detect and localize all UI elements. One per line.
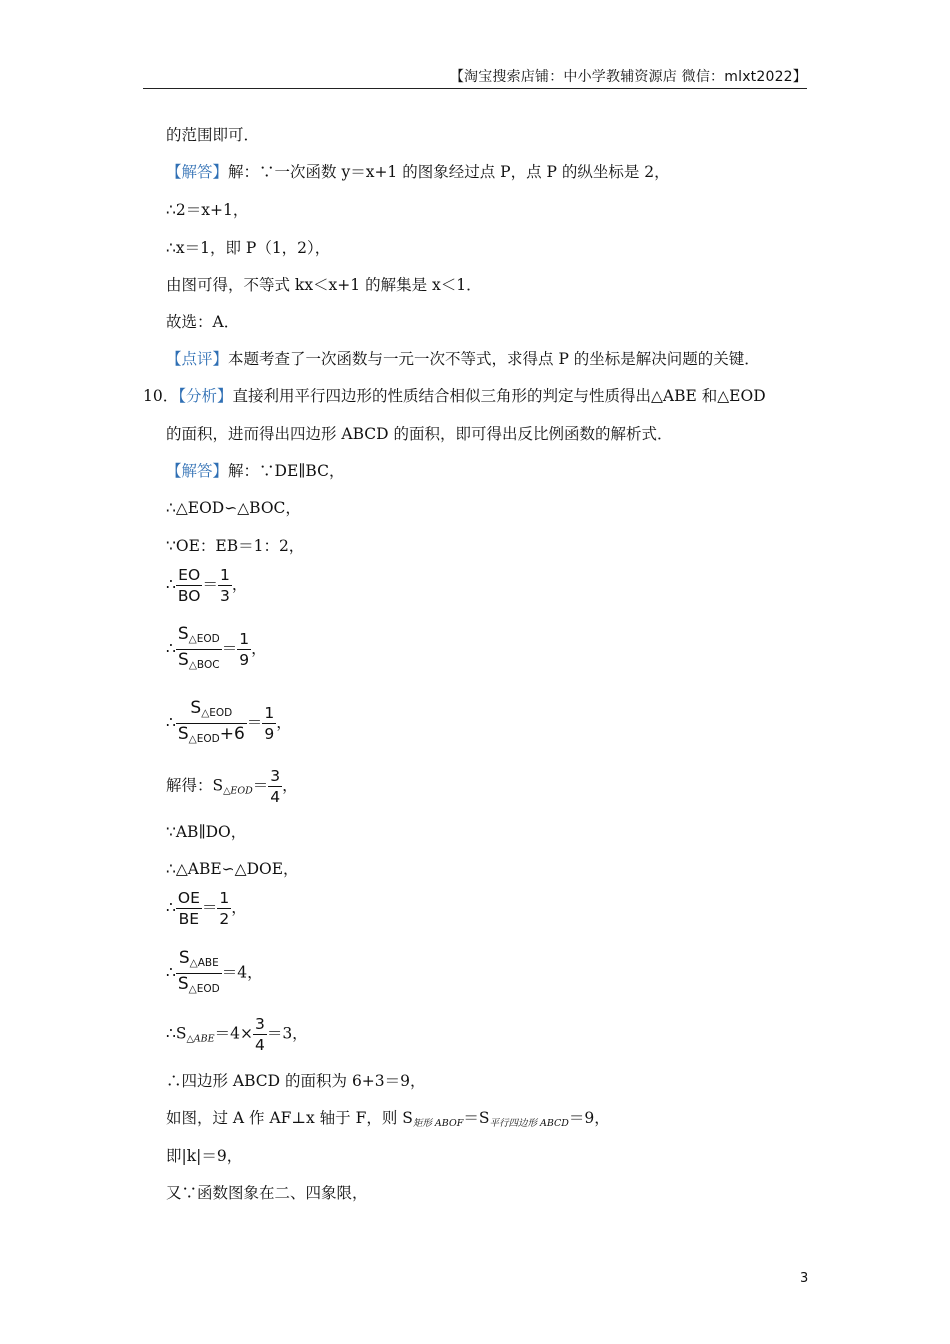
analysis-tag: 【分析】 (178, 387, 233, 405)
fraction (217, 889, 231, 928)
therefore-symbol: ∴ (166, 639, 176, 658)
area-symbol: S (178, 650, 189, 670)
area-subscript: △BOC (188, 659, 220, 671)
therefore-symbol: ∴ (166, 898, 176, 917)
comment-tag: 【点评】 (166, 350, 229, 368)
page-header: 【淘宝搜索店铺：中小学教辅资源店 微信：mlxt2022】 (449, 69, 807, 85)
q10-step-parallel: ∵AB∥DO， (166, 823, 247, 841)
fraction-numerator: EO (176, 566, 203, 586)
fraction-denominator: BE (178, 910, 200, 928)
comma: ， (231, 898, 247, 917)
comma: ， (282, 776, 298, 795)
area-subscript: △EOD (201, 707, 233, 719)
fraction-denominator: 9 (264, 725, 275, 743)
comma: ， (231, 575, 248, 594)
q10-rectangle-area (166, 1107, 610, 1135)
fraction (176, 699, 247, 748)
q10-solve-result (166, 767, 298, 806)
fraction-numerator: 3 (254, 1015, 265, 1033)
area-symbol: S (190, 698, 202, 718)
fraction (176, 625, 222, 674)
fraction-numerator: 1 (219, 566, 230, 584)
question-number: 10． (143, 387, 179, 405)
fraction-numerator: 1 (239, 630, 250, 648)
area-subscript: 平行四边形 ABCD (489, 1118, 569, 1129)
fraction-denominator: 4 (254, 1036, 265, 1054)
q9-step-2: ∴x＝1，即 P（1，2）， (166, 239, 331, 257)
q10-abs-k: 即|k|＝9， (166, 1147, 243, 1165)
q10-step-ratio: ∵OE：EB＝1：2， (166, 537, 305, 555)
area-subscript: △ABE (186, 1033, 215, 1045)
area-symbol: S (178, 948, 190, 968)
q10-fraction-eo-bo (166, 566, 247, 605)
q10-step-similar-2: ∴△ABE∽△DOE， (166, 860, 299, 878)
q9-answer-line (166, 161, 670, 183)
fraction-denominator: 3 (219, 587, 230, 605)
fraction-denominator (176, 650, 222, 674)
area-symbol: S (177, 624, 189, 644)
area-subscript: △EOD (188, 633, 220, 645)
therefore-symbol: ∴ (166, 963, 176, 982)
fraction-denominator (176, 974, 222, 998)
equals-nine: ＝9， (568, 1109, 610, 1127)
q10-step-similar: ∴△EOD∽△BOC， (166, 499, 301, 517)
fraction-denominator: 9 (239, 651, 250, 669)
q10-fraction-abe-eod (166, 949, 263, 998)
q10-analysis-text-1: 直接利用平行四边形的性质结合相似三角形的判定与性质得出△ABE 和△EOD (232, 387, 766, 405)
equals-s: ＝S (463, 1109, 490, 1127)
q10-fraction-oe-be (166, 889, 247, 928)
q9-choice: 故选：A． (166, 313, 240, 331)
therefore-symbol: ∴ (166, 575, 176, 594)
equals-sign: ＝ (201, 898, 218, 917)
area-prefix: ∴S (166, 1024, 187, 1043)
area-subscript: △EOD (223, 785, 253, 797)
q9-comment-text: 本题考查了一次函数与一元一次不等式，求得点 P 的坐标是解决问题的关键． (228, 350, 760, 368)
q10-answer-line (166, 460, 344, 482)
q9-comment-line (166, 348, 760, 370)
q10-analysis-line (143, 385, 766, 407)
area-subscript: △ABE (189, 957, 219, 969)
header-divider (143, 88, 807, 89)
q9-answer-text: 解：∵一次函数 y＝x+1 的图象经过点 P，点 P 的纵坐标是 2， (228, 163, 670, 181)
fraction (253, 1015, 267, 1054)
fraction-numerator (176, 699, 247, 724)
fraction-numerator (176, 625, 222, 650)
solve-prefix: 解得：S (166, 776, 224, 795)
fraction (237, 630, 251, 669)
q10-quad-area: ∴四边形 ABCD 的面积为 6+3＝9， (166, 1072, 426, 1090)
answer-tag: 【解答】 (166, 462, 229, 480)
fraction-denominator: 2 (219, 910, 230, 928)
area-symbol: S (177, 974, 189, 994)
fraction-numerator: 3 (270, 767, 281, 785)
equals-sign: ＝ (246, 713, 263, 732)
answer-tag: 【解答】 (166, 163, 229, 181)
q9-step-3: 由图可得，不等式 kx＜x+1 的解集是 x＜1． (166, 276, 482, 294)
fraction-numerator: 1 (264, 704, 275, 722)
page-number: 3 (800, 1271, 809, 1286)
fraction-denominator (176, 724, 247, 748)
result: ＝3， (266, 1024, 308, 1043)
q10-fraction-equation (166, 699, 292, 748)
q10-quadrants: 又∵函数图象在二、四象限， (166, 1184, 368, 1202)
figure-text: 如图，过 A 作 AF⊥x 轴于 F，则 S (166, 1109, 413, 1127)
equals-sign: ＝ (221, 639, 238, 658)
q10-analysis-text-2: 的面积，进而得出四边形 ABCD 的面积，即可得出反比例函数的解析式． (166, 425, 673, 443)
q10-answer-text: 解：∵DE∥BC， (228, 462, 345, 480)
comma: ， (276, 713, 292, 732)
area-subscript: △EOD (188, 983, 220, 995)
equals-sign: ＝ (202, 575, 218, 594)
fraction-denominator: BO (177, 587, 201, 605)
fraction (176, 889, 202, 928)
comma: ， (251, 639, 267, 658)
q10-fraction-area-ratio (166, 625, 267, 674)
fraction-numerator (176, 949, 222, 974)
fraction-numerator: OE (177, 889, 200, 907)
q9-continuation: 的范围即可． (166, 126, 260, 144)
fraction (262, 704, 276, 743)
q10-area-abe (166, 1015, 308, 1054)
fraction (176, 566, 203, 605)
fraction (176, 949, 222, 998)
area-subscript: △EOD (188, 733, 220, 745)
times-four: ＝4× (214, 1024, 253, 1043)
therefore-symbol: ∴ (166, 713, 176, 732)
plus-six: +6 (219, 724, 245, 744)
equals-four: ＝4， (221, 963, 263, 982)
fraction (218, 566, 232, 605)
area-symbol: S (177, 724, 189, 744)
equals-sign: ＝ (252, 776, 269, 795)
area-subscript: 矩形 ABOF (412, 1118, 464, 1129)
fraction-numerator: 1 (219, 889, 230, 907)
fraction (268, 767, 282, 806)
fraction-denominator: 4 (270, 788, 281, 806)
q9-step-1: ∴2＝x+1， (166, 201, 249, 219)
